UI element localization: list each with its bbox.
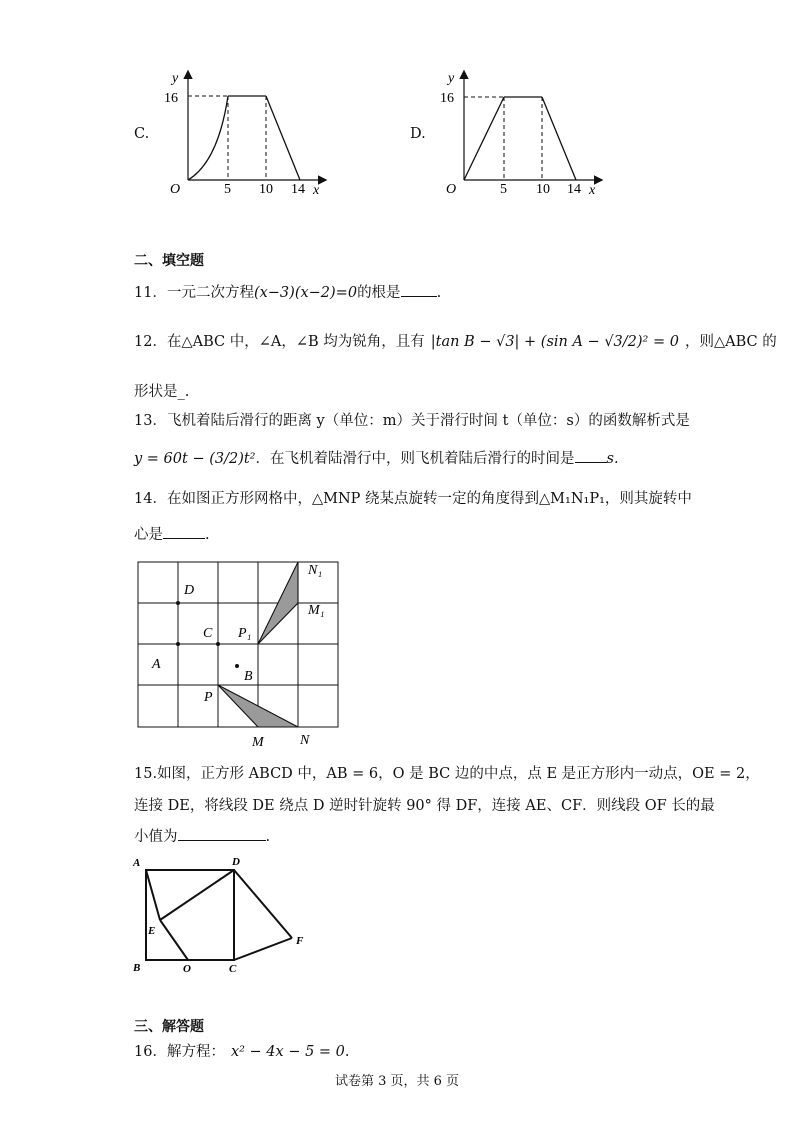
- question-14: [134, 489, 692, 509]
- question-13-line-2: [134, 448, 619, 469]
- point-c: [216, 642, 220, 646]
- label-e: E: [148, 925, 156, 937]
- question-text: ．在飞机着陆滑行中，则飞机着陆后滑行的时间是: [255, 451, 575, 467]
- x-tick-10: 10: [259, 182, 273, 197]
- segment-ae: [146, 870, 160, 920]
- question-text: 在△ABC 中，∠A，∠B 均为锐角，且有: [166, 334, 425, 350]
- question-16: [134, 1042, 350, 1062]
- question-number: 15.: [134, 766, 158, 782]
- label-m1: M₁: [308, 603, 325, 618]
- q15-square-figure: [126, 852, 316, 976]
- q14-grid-figure: [130, 556, 370, 752]
- x-axis-label: x: [313, 183, 320, 198]
- option-d-graph: [436, 62, 611, 202]
- label-n1: N₁: [308, 563, 323, 578]
- x-tick-14: 14: [567, 182, 581, 197]
- question-end: .: [344, 1044, 350, 1060]
- label-m: M: [252, 735, 264, 750]
- origin-label: O: [170, 182, 181, 197]
- graph-ascent: [464, 97, 504, 180]
- x-tick-5: 5: [500, 182, 507, 197]
- page-footer: 试卷第 3 页，共 6 页: [334, 1074, 460, 1089]
- question-text: 在如图正方形网格中，△MNP 绕某点旋转一定的角度得到△M₁N₁P₁，则其旋转中: [166, 491, 692, 507]
- point-b: [235, 664, 239, 668]
- section-title-fill-blank: 二、填空题: [134, 253, 204, 269]
- label-b: B: [244, 669, 253, 684]
- answer-blank[interactable]: [178, 826, 266, 841]
- equation: (x−3)(x−2)=0: [253, 285, 358, 301]
- segment-cf: [234, 938, 292, 960]
- segment-eo: [160, 920, 188, 960]
- label-f: F: [296, 935, 304, 947]
- question-15: [134, 764, 760, 784]
- question-number: 12．: [134, 334, 167, 350]
- question-text: 心是: [134, 527, 163, 543]
- grid-point: [176, 642, 180, 646]
- y-tick-16: 16: [164, 91, 178, 106]
- question-end: .: [205, 527, 210, 543]
- option-c-graph: [160, 62, 335, 202]
- label-n: N: [300, 733, 310, 748]
- x-axis-label: x: [589, 183, 596, 198]
- question-text: 的根是: [357, 285, 401, 301]
- label-a: A: [152, 657, 161, 672]
- label-c: C: [203, 626, 213, 641]
- answer-blank[interactable]: [401, 282, 437, 297]
- segment-de: [160, 870, 234, 920]
- question-number: 13．: [134, 413, 167, 429]
- question-text: ，则△ABC 的: [684, 334, 777, 350]
- question-number: 16．: [134, 1044, 167, 1060]
- x-tick-14: 14: [291, 182, 305, 197]
- x-tick-5: 5: [224, 182, 231, 197]
- y-axis-label: y: [172, 71, 179, 86]
- question-number: 14．: [134, 491, 167, 507]
- option-c-label: C.: [134, 126, 150, 142]
- section-title-solutions: 三、解答题: [134, 1019, 204, 1035]
- question-end: .: [265, 829, 271, 845]
- question-text: 一元二次方程: [166, 285, 254, 301]
- label-o: O: [183, 963, 191, 975]
- label-p1: P₁: [238, 626, 252, 641]
- question-12: [134, 332, 777, 352]
- segment-df: [234, 870, 292, 938]
- point-d: [176, 601, 180, 605]
- label-d: D: [184, 583, 195, 598]
- answer-blank[interactable]: [163, 524, 205, 539]
- label-c: C: [229, 963, 237, 975]
- label-p: P: [204, 690, 213, 705]
- question-end: .: [436, 285, 442, 301]
- question-number: 11．: [134, 285, 167, 301]
- question-text: 小值为: [134, 829, 178, 845]
- question-text: 飞机着陆后滑行的距离 y（单位：m）关于滑行时间 t（单位：s）的函数解析式是: [166, 413, 690, 429]
- question-13: [134, 411, 690, 431]
- y-tick-16: 16: [440, 91, 454, 106]
- graph-descent: [542, 97, 576, 180]
- question-11: [134, 282, 441, 303]
- graph-curve: [188, 96, 228, 180]
- label-a: A: [133, 857, 141, 869]
- question-text: 解方程：: [166, 1044, 225, 1060]
- question-15-line-3: [134, 826, 270, 847]
- question-12-line-2: 形状是_.: [134, 384, 190, 400]
- graph-descent: [266, 96, 300, 180]
- equation: y = 60t − (3/2)t²: [134, 451, 256, 467]
- question-text: 如图，正方形 ABCD 中，AB = 6，O 是 BC 边的中点，点 E 是正方形内一动点，OE = 2，: [157, 766, 760, 782]
- label-d: D: [232, 856, 240, 868]
- origin-label: O: [446, 182, 457, 197]
- y-axis-label: y: [448, 71, 455, 86]
- option-d-label: D.: [410, 126, 426, 142]
- label-b: B: [133, 962, 141, 974]
- equation: |tan B − √3| + (sin A − √3/2)² = 0: [430, 334, 679, 350]
- question-14-line-2: [134, 524, 210, 545]
- question-end: s.: [606, 451, 619, 467]
- equation: x² − 4x − 5 = 0: [230, 1044, 345, 1060]
- answer-blank[interactable]: [575, 448, 607, 463]
- x-tick-10: 10: [536, 182, 550, 197]
- question-15-line-2: 连接 DE，将线段 DE 绕点 D 逆时针旋转 90° 得 DF，连接 AE、CF．则线段 OF 长的最: [134, 798, 715, 814]
